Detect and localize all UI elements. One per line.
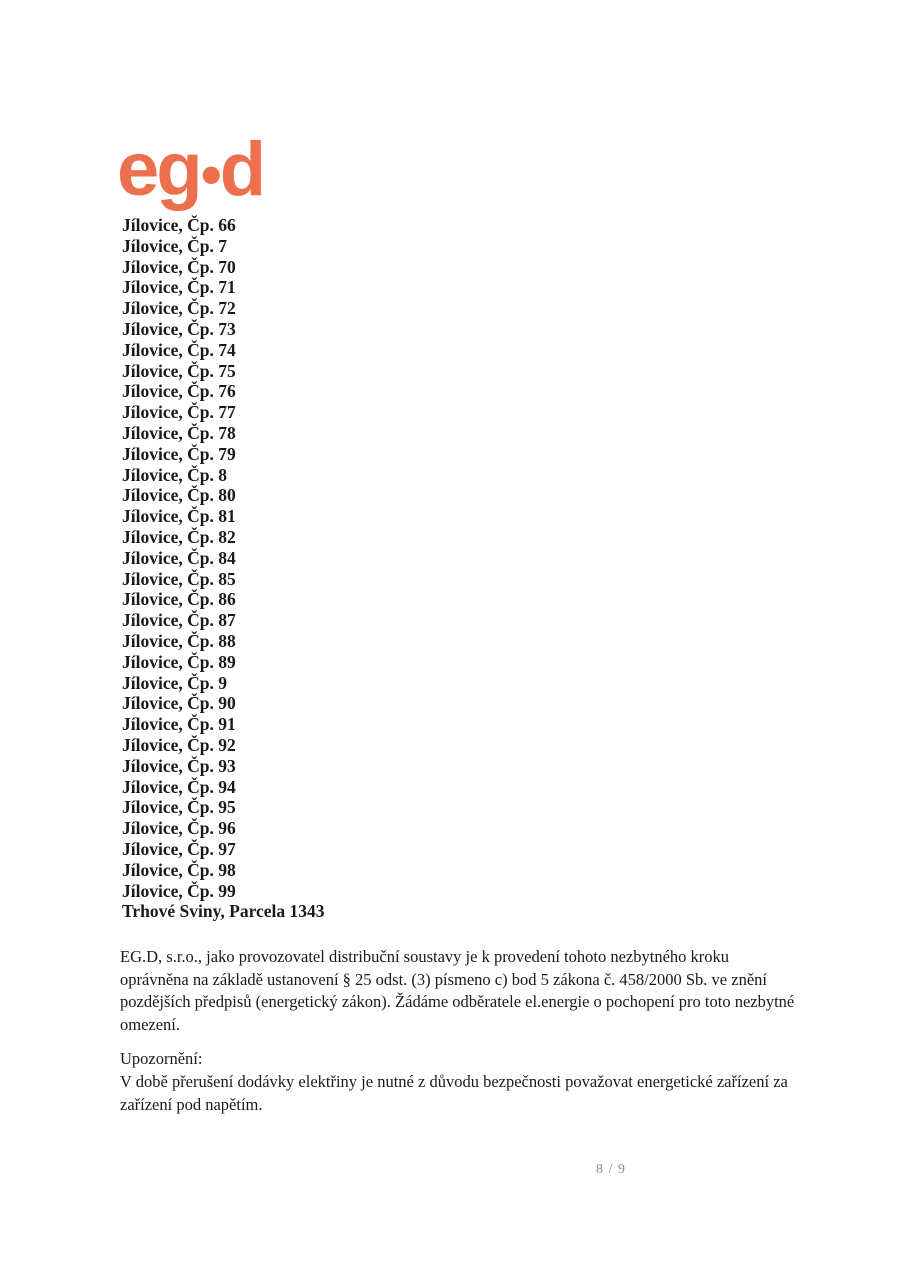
address-item: Jílovice, Čp. 92 bbox=[122, 734, 236, 755]
address-item: Jílovice, Čp. 76 bbox=[122, 381, 236, 402]
address-item: Jílovice, Čp. 80 bbox=[122, 485, 236, 506]
logo-dot: • bbox=[200, 141, 219, 208]
address-item: Jílovice, Čp. 91 bbox=[122, 714, 236, 735]
logo-text-eg: eg bbox=[117, 127, 200, 212]
address-item: Jílovice, Čp. 84 bbox=[122, 547, 236, 568]
page-number: 8 / 9 bbox=[596, 1162, 626, 1177]
notice-text: V době přerušení dodávky elektřiny je nutné z důvodu bezpečnosti považovat energetické zařízení za zařízení pod napětím. bbox=[120, 1072, 788, 1114]
address-item: Jílovice, Čp. 77 bbox=[122, 402, 236, 423]
address-item: Jílovice, Čp. 71 bbox=[122, 277, 236, 298]
address-item: Jílovice, Čp. 98 bbox=[122, 859, 236, 880]
address-list bbox=[122, 215, 325, 922]
address-item: Jílovice, Čp. 78 bbox=[122, 422, 236, 443]
address-item: Jílovice, Čp. 75 bbox=[122, 360, 236, 381]
notice-title: Upozornění: bbox=[120, 1049, 203, 1068]
address-item: Jílovice, Čp. 74 bbox=[122, 339, 236, 360]
egd-logo bbox=[117, 127, 264, 212]
address-item: Jílovice, Čp. 90 bbox=[122, 693, 236, 714]
address-item: Jílovice, Čp. 82 bbox=[122, 526, 236, 547]
address-item: Jílovice, Čp. 96 bbox=[122, 818, 236, 839]
address-item: Jílovice, Čp. 70 bbox=[122, 256, 236, 277]
logo-text-d: d bbox=[219, 127, 264, 212]
address-item: Jílovice, Čp. 85 bbox=[122, 568, 236, 589]
address-item: Jílovice, Čp. 89 bbox=[122, 651, 236, 672]
address-item: Jílovice, Čp. 97 bbox=[122, 838, 236, 859]
legal-paragraph: EG.D, s.r.o., jako provozovatel distribuční soustavy je k provedení tohoto nezbytného kroku oprávněna na základě ustanovení § 25 odst. (3) písmeno c) bod 5 zákona č. 458/2000 Sb. ve znění pozdějších předpisů (energetický zákon). Žádáme odběratele el.energie o pochopení pro toto nezbytné omezení. bbox=[120, 947, 795, 1034]
address-item: Jílovice, Čp. 9 bbox=[122, 672, 227, 693]
address-item: Trhové Sviny, Parcela 1343 bbox=[122, 901, 325, 922]
address-item: Jílovice, Čp. 81 bbox=[122, 506, 236, 527]
address-item: Jílovice, Čp. 88 bbox=[122, 630, 236, 651]
address-item: Jílovice, Čp. 94 bbox=[122, 776, 236, 797]
address-item: Jílovice, Čp. 99 bbox=[122, 880, 236, 901]
address-item: Jílovice, Čp. 86 bbox=[122, 589, 236, 610]
address-item: Jílovice, Čp. 79 bbox=[122, 443, 236, 464]
address-item: Jílovice, Čp. 87 bbox=[122, 610, 236, 631]
address-item: Jílovice, Čp. 66 bbox=[122, 215, 236, 235]
address-item: Jílovice, Čp. 95 bbox=[122, 797, 236, 818]
address-item: Jílovice, Čp. 72 bbox=[122, 298, 236, 319]
address-item: Jílovice, Čp. 73 bbox=[122, 318, 236, 339]
address-item: Jílovice, Čp. 93 bbox=[122, 755, 236, 776]
address-item: Jílovice, Čp. 8 bbox=[122, 464, 227, 485]
address-item: Jílovice, Čp. 7 bbox=[122, 235, 227, 256]
